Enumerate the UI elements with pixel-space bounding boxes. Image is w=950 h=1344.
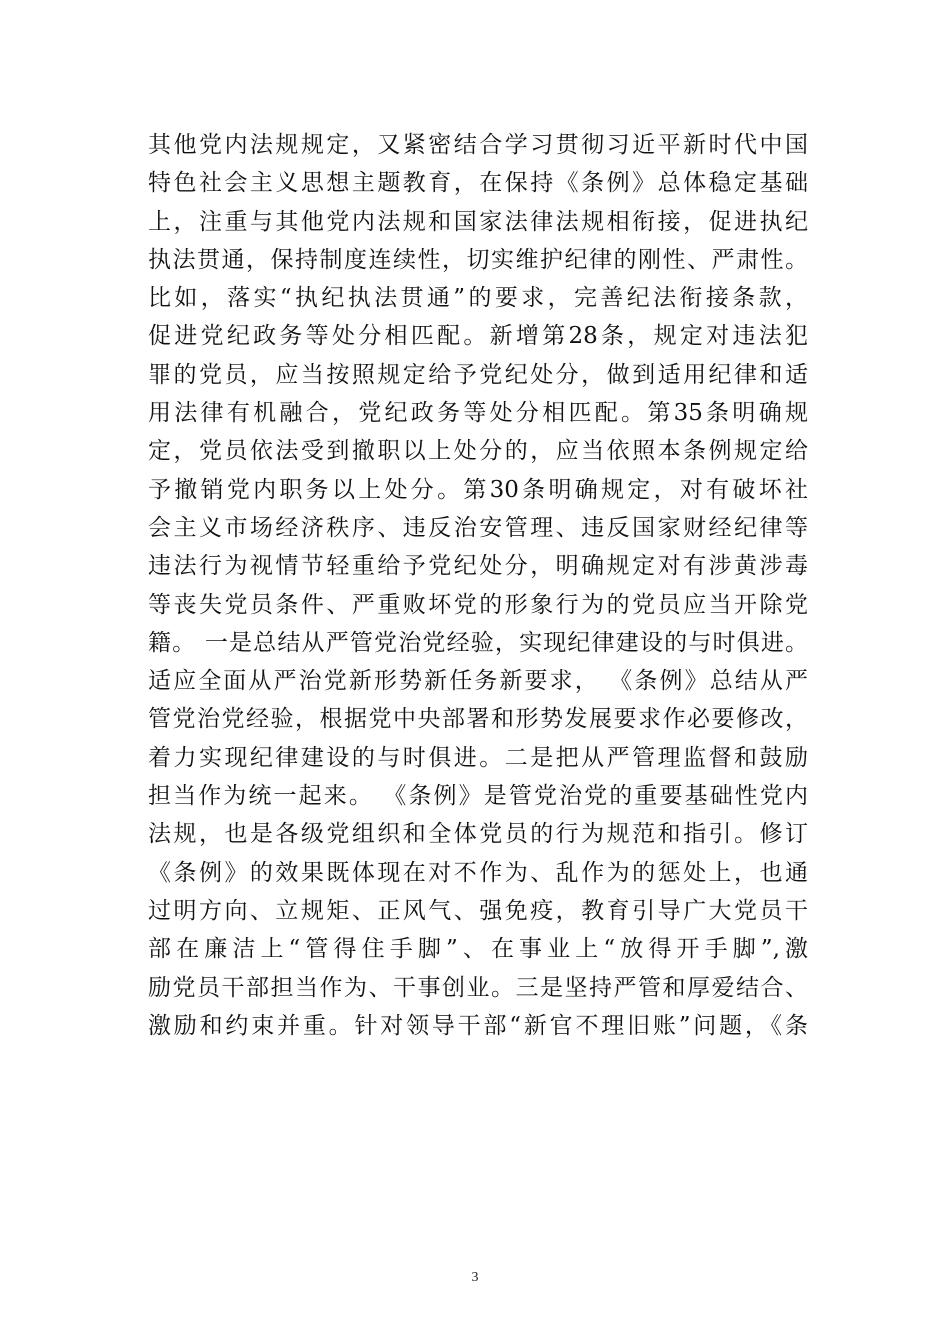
text-line: 管党治党经验，根据党中央部署和形势发展要求作必要修改，: [148, 706, 808, 733]
text-line: 籍。 一是总结从严管党治党经验，实现纪律建设的与时俱进。: [148, 629, 808, 656]
text-line: 定，党员依法受到撤职以上处分的，应当依照本条例规定给: [148, 438, 808, 465]
text-line: 用法律有机融合，党纪政务等处分相匹配。第35条明确规: [148, 400, 808, 427]
text-line: 部在廉洁上“管得住手脚”、在事业上“放得开手脚”,激: [148, 936, 808, 963]
text-line: 法规，也是各级党组织和全体党员的行为规范和指引。修订: [148, 821, 808, 848]
text-line: 予撤销党内职务以上处分。第30条明确规定，对有破坏社: [148, 476, 808, 503]
text-line: 担当作为统一起来。 《条例》是管党治党的重要基础性党内: [148, 783, 808, 810]
text-line: 违法行为视情节轻重给予党纪处分，明确规定对有涉黄涉毒: [148, 553, 808, 580]
text-line: 适应全面从严治党新形势新任务新要求， 《条例》总结从严: [148, 668, 808, 695]
text-line: 激励和约束并重。针对领导干部“新官不理旧账”问题，《条: [148, 1012, 808, 1039]
body-text: [148, 126, 808, 1045]
text-line: 罪的党员，应当按照规定给予党纪处分，做到适用纪律和适: [148, 361, 808, 388]
text-line: 比如，落实“执纪执法贯通”的要求，完善纪法衔接条款，: [148, 285, 808, 312]
text-line: 促进党纪政务等处分相匹配。新增第28条，规定对违法犯: [148, 323, 808, 350]
text-line: 等丧失党员条件、严重败坏党的形象行为的党员应当开除党: [148, 591, 808, 618]
text-line: 励党员干部担当作为、干事创业。三是坚持严管和厚爱结合、: [148, 974, 808, 1001]
text-line: 《条例》的效果既体现在对不作为、乱作为的惩处上，也通: [148, 859, 808, 886]
text-line: 过明方向、立规矩、正风气、强免疫，教育引导广大党员干: [148, 897, 808, 924]
text-line: 其他党内法规规定，又紧密结合学习贯彻习近平新时代中国: [148, 132, 808, 158]
text-line: 着力实现纪律建设的与时俱进。二是把从严管理监督和鼓励: [148, 744, 808, 771]
text-line: 上，注重与其他党内法规和国家法律法规相衔接，促进执纪: [148, 208, 808, 235]
page-number: 3: [471, 1270, 479, 1285]
text-line: 特色社会主义思想主题教育，在保持《条例》总体稳定基础: [148, 170, 808, 197]
text-line: 会主义市场经济秩序、违反治安管理、违反国家财经纪律等: [148, 514, 808, 541]
text-line: 执法贯通，保持制度连续性，切实维护纪律的刚性、严肃性。: [148, 246, 808, 273]
